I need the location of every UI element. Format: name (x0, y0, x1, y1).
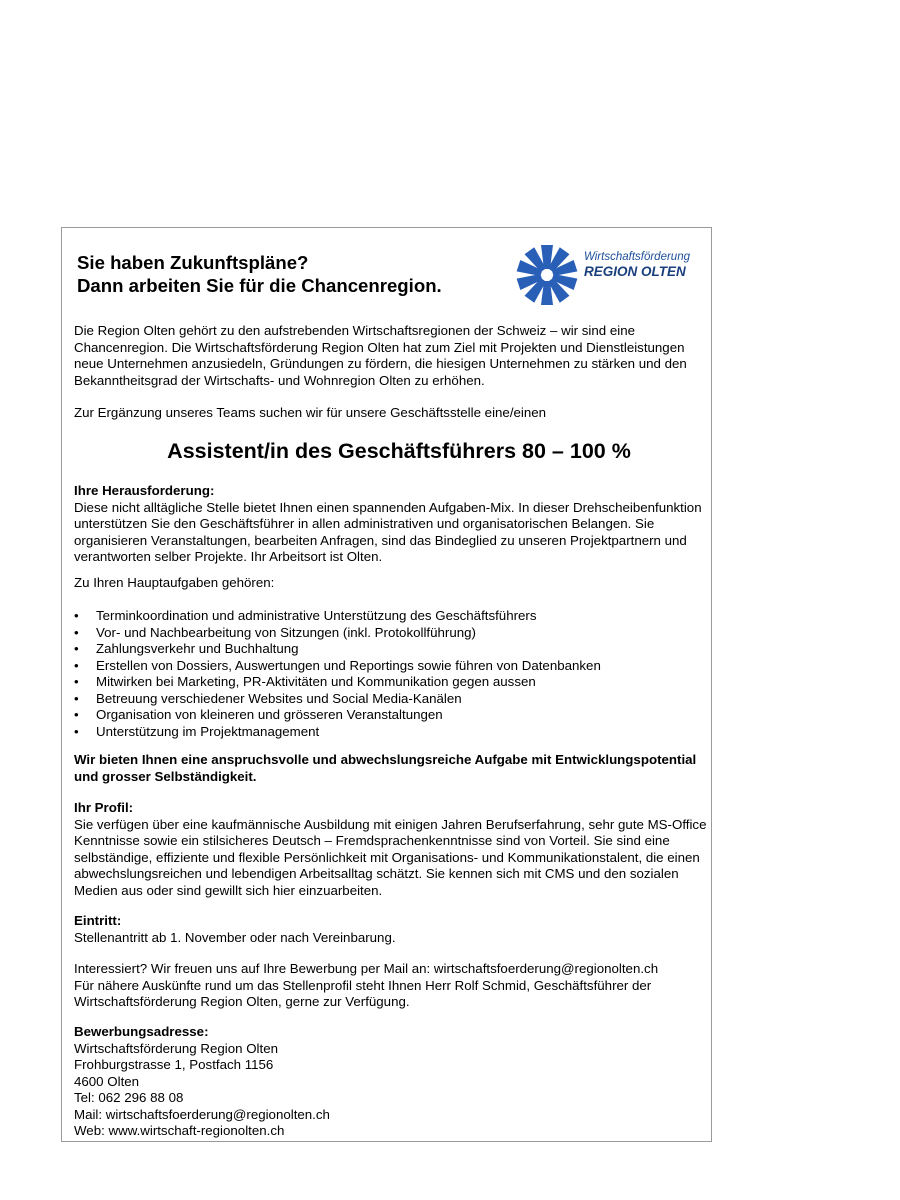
challenge-heading: Ihre Herausforderung: (74, 483, 215, 498)
sunburst-logo-icon (514, 241, 584, 307)
headline-line-2: Dann arbeiten Sie für die Chancenregion. (77, 275, 442, 296)
intro-paragraph: Die Region Olten gehört zu den aufstrebenden Wirtschaftsregionen der Schweiz – wir sind eine Chancenregion. Die Wirtschaftsförderung Region Olten hat zum Ziel mit Projekten und Dienstleistungen neue Unternehmen anzusiedeln, Gründungen zu fördern, die hiesigen Unternehmen zu stärken und den Bekanntheitsgrad der Wirtschafts- und Wohnregion Olten zu erhöhen. (74, 323, 687, 388)
contact-section (74, 961, 710, 1011)
logo (514, 241, 704, 307)
logo-line-2: REGION OLTEN (584, 264, 686, 279)
challenge-text: Diese nicht alltägliche Stelle bietet Ihnen einen spannenden Aufgaben-Mix. In dieser Drehscheibenfunktion unterstützen Sie den Geschäftsführer in allen administrativen und organisatorischen Belangen. Sie organisieren Veranstaltungen, bearbeiten Anfragen, sind das Bindeglied zu unseren Projektpartnern und verantworten selber Projekte. Ihr Arbeitsort ist Olten. (74, 499, 702, 564)
address-line: Tel: 062 296 88 08 (74, 1090, 184, 1105)
start-heading: Eintritt: (74, 913, 122, 928)
start-section (74, 913, 710, 946)
address-line: Mail: wirtschaftsfoerderung@regionolten.ch (74, 1106, 330, 1122)
tasks-list-wrapper (74, 608, 710, 740)
address-line: Wirtschaftsförderung Region Olten (74, 1040, 278, 1056)
job-title: Assistent/in des Geschäftsführers 80 – 100 % (167, 439, 631, 463)
offer-statement: Wir bieten Ihnen eine anspruchsvolle und abwechslungsreiche Aufgabe mit Entwicklungspotential und grosser Selbständigkeit. (74, 752, 697, 784)
contact-line-1: Interessiert? Wir freuen uns auf Ihre Bewerbung per Mail an: wirtschaftsfoerderung@regionolten.ch (74, 961, 659, 976)
contact-line-2: Für nähere Auskünfte rund um das Stellenprofil steht Ihnen Herr Rolf Schmid, Geschäftsführer der Wirtschaftsförderung Region Olten, gerne zur Verfügung. (74, 977, 652, 1009)
task-item: • Erstellen von Dossiers, Auswertungen und Reportings sowie führen von Datenbanken (74, 658, 710, 675)
profile-heading: Ihr Profil: (74, 800, 134, 815)
profile-text: Sie verfügen über eine kaufmännische Ausbildung mit einigen Jahren Berufserfahrung, sehr gute MS-Office Kenntnisse sowie ein stilsicheres Deutsch – Fremdsprachenkenntnisse sind von Vorteil. Sie sind eine selbständige, effiziente und flexible Persönlichkeit mit Organisations- und Kommunikationstalent, die einen abwechslungsreichen und lebendigen Arbeitsalltag schätzt. Sie kennen sich mit CMS und den sozialen Medien aus oder sind gewillt sich hier einzuarbeiten. (74, 816, 707, 898)
task-item: • Terminkoordination und administrative Unterstützung des Geschäftsführers (74, 608, 710, 625)
address-line: 4600 Olten (74, 1073, 140, 1089)
tasks-list (74, 608, 710, 740)
challenge-section (74, 483, 710, 566)
address-line: Frohburgstrasse 1, Postfach 1156 (74, 1057, 274, 1072)
task-item: • Unterstützung im Projektmanagement (74, 724, 710, 741)
task-item: • Vor- und Nachbearbeitung von Sitzungen (inkl. Protokollführung) (74, 625, 710, 642)
address-line: Web: www.wirtschaft-regionolten.ch (74, 1123, 285, 1138)
headline (77, 251, 442, 297)
logo-line-1: Wirtschaftsförderung (584, 251, 690, 263)
profile-section (74, 800, 710, 899)
tasks-intro: Zu Ihren Hauptaufgaben gehören: (74, 575, 275, 590)
task-item: • Zahlungsverkehr und Buchhaltung (74, 641, 710, 658)
start-text: Stellenantritt ab 1. November oder nach Vereinbarung. (74, 929, 396, 945)
task-item: • Mitwirken bei Marketing, PR-Aktivitäten und Kommunikation gegen aussen (74, 674, 710, 691)
address-heading: Bewerbungsadresse: (74, 1024, 209, 1039)
headline-line-1: Sie haben Zukunftspläne? (77, 252, 309, 273)
address-section (74, 1024, 710, 1140)
task-item: • Organisation von kleineren und grösseren Veranstaltungen (74, 707, 710, 724)
search-sentence: Zur Ergänzung unseres Teams suchen wir für unsere Geschäftsstelle eine/einen (74, 405, 547, 420)
task-item: • Betreuung verschiedener Websites und Social Media-Kanälen (74, 691, 710, 708)
